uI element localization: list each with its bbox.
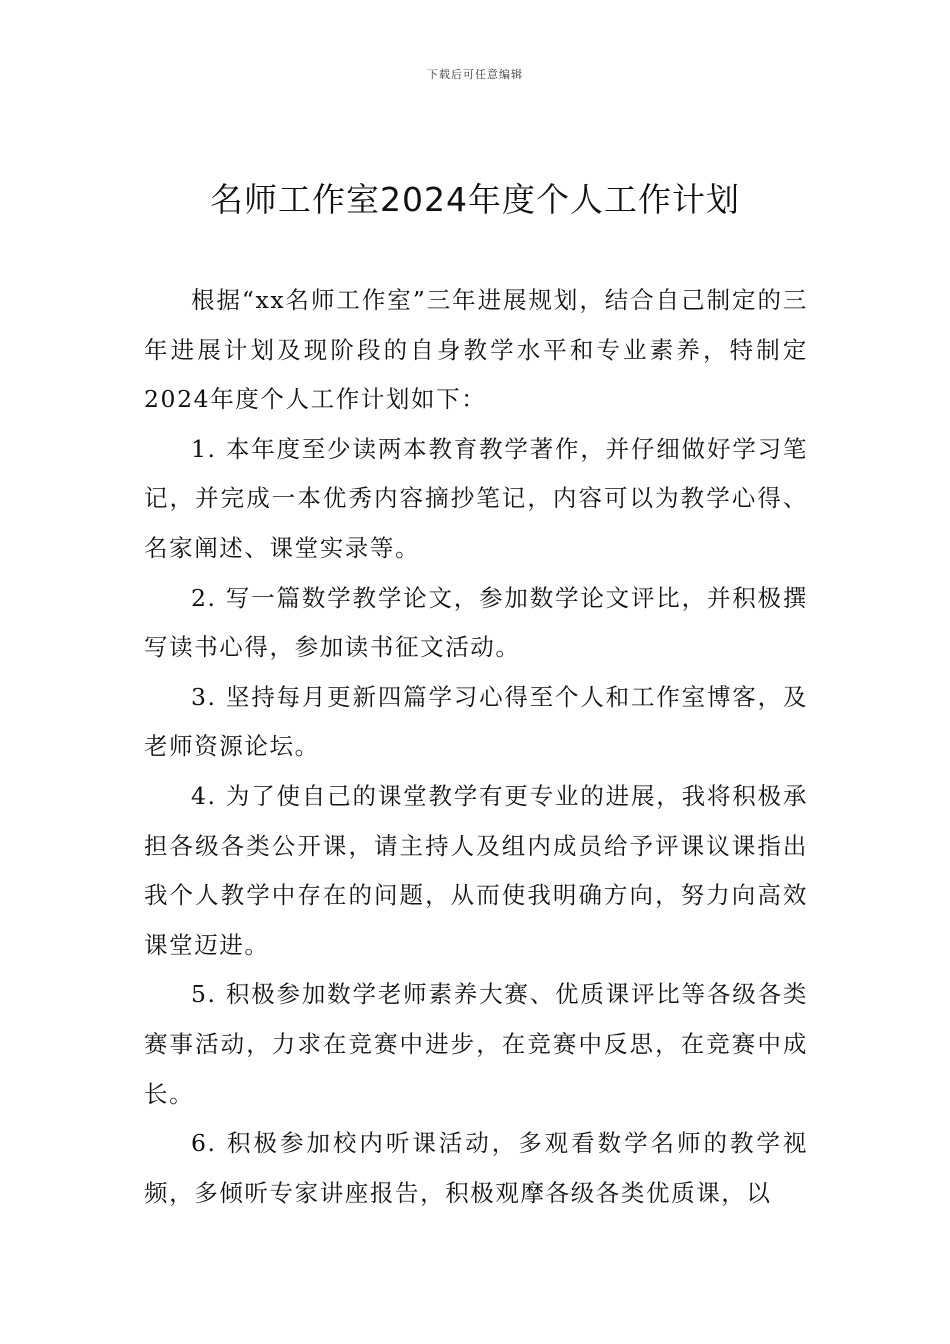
paragraph-item-4: 4. 为了使自己的课堂教学有更专业的进展，我将积极承担各级各类公开课，请主持人及组内成员给予评课议课指出我个人教学中存在的问题，从而使我明确方向，努力向高效课堂迈进。 (144, 781, 808, 959)
paragraph-intro: 根据“xx名师工作室”三年进展规划，结合自己制定的三年进展计划及现阶段的自身教学水平和专业素养，特制定2024年度个人工作计划如下： (144, 286, 808, 414)
paragraph-item-2: 2. 写一篇数学教学论文，参加数学论文评比，并积极撰写读书心得，参加读书征文活动。 (144, 583, 808, 662)
document-title: 名师工作室2024年度个人工作计划 (210, 180, 740, 219)
paragraph-item-5: 5. 积极参加数学老师素养大赛、优质课评比等各级各类赛事活动，力求在竞赛中进步，在竞赛中反思，在竞赛中成长。 (144, 980, 808, 1108)
document-body (144, 276, 808, 1218)
header-note: 下载后可任意编辑 (427, 68, 523, 81)
paragraph-item-1: 1. 本年度至少读两本教育教学著作，并仔细做好学习笔记，并完成一本优秀内容摘抄笔记，内容可以为教学心得、名家阐述、课堂实录等。 (144, 434, 808, 562)
paragraph-item-3: 3. 坚持每月更新四篇学习心得至个人和工作室博客，及老师资源论坛。 (144, 682, 808, 761)
paragraph-item-6: 6. 积极参加校内听课活动，多观看数学名师的教学视频，多倾听专家讲座报告，积极观摩各级各类优质课，以 (144, 1129, 808, 1207)
